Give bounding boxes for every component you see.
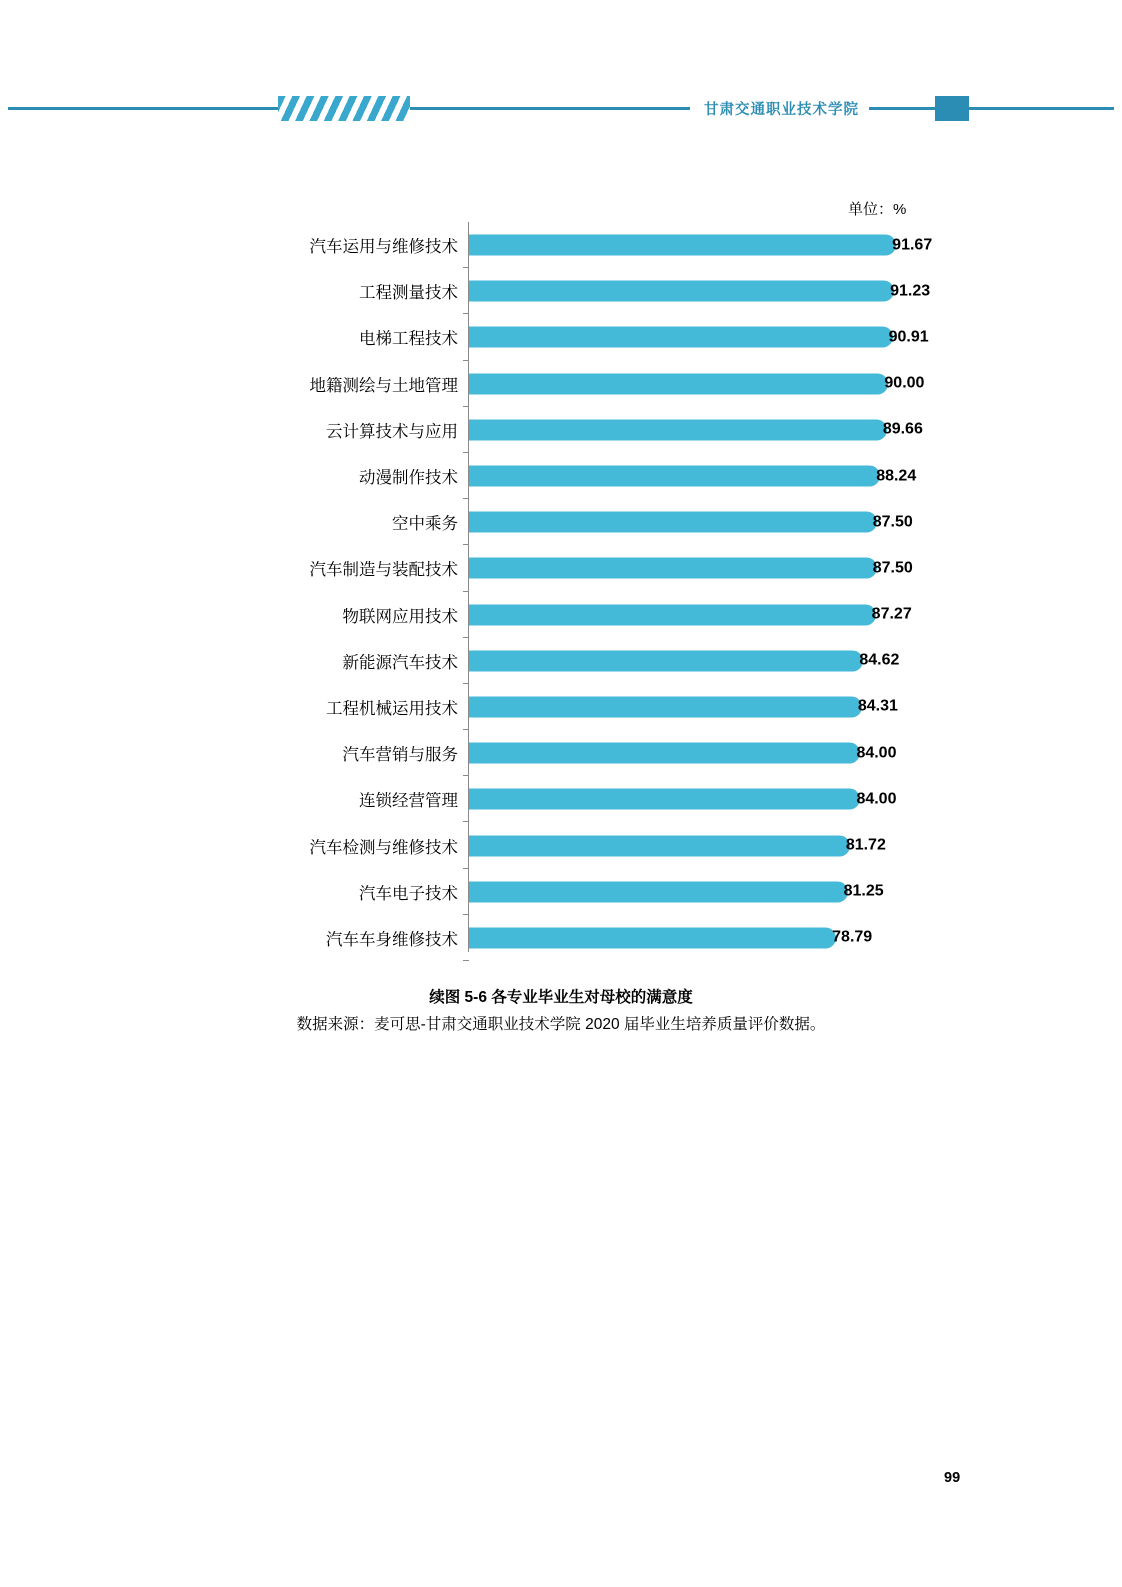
header-title-container (690, 96, 869, 121)
chart-row (150, 730, 970, 776)
chart-row (150, 684, 970, 730)
bar-group (469, 419, 923, 440)
bar-group (469, 373, 924, 394)
category-label: 云计算技术与应用 (326, 422, 458, 441)
chart-row (150, 592, 970, 638)
bar (469, 835, 850, 856)
bar (469, 281, 894, 302)
bar-group (469, 512, 913, 533)
bar (469, 789, 860, 810)
bar-group (469, 558, 913, 579)
bar-value-label: 84.31 (857, 697, 898, 715)
chart-row (150, 869, 970, 915)
bar (469, 696, 862, 717)
chart-row (150, 915, 970, 961)
bar-group (469, 881, 884, 902)
category-label: 汽车制造与装配技术 (309, 561, 458, 580)
chart-row (150, 776, 970, 822)
category-label: 电梯工程技术 (359, 330, 458, 349)
category-label: 汽车检测与维修技术 (309, 838, 458, 857)
bar (469, 604, 876, 625)
category-label: 汽车运用与维修技术 (309, 238, 458, 257)
unit-label: 单位：% (848, 201, 907, 218)
bar (469, 927, 836, 948)
chart-row (150, 407, 970, 453)
bar (469, 558, 877, 579)
bar-value-label: 89.66 (882, 420, 923, 438)
bar-value-label: 81.25 (843, 882, 884, 900)
bar-value-label: 84.00 (856, 744, 897, 762)
bar-group (469, 281, 930, 302)
category-label: 物联网应用技术 (342, 607, 458, 626)
bar-group (469, 835, 886, 856)
bar-value-label: 90.91 (888, 328, 929, 346)
bar-group (469, 696, 898, 717)
page-header (0, 96, 1122, 122)
category-label: 工程测量技术 (359, 284, 458, 303)
bar-value-label: 81.72 (845, 836, 886, 854)
bar-value-label: 87.50 (872, 513, 913, 531)
bar (469, 235, 896, 256)
figure-caption: 续图 5-6 各专业毕业生对母校的满意度 (429, 989, 693, 1006)
bar-group (469, 650, 899, 671)
bar-value-label: 88.24 (876, 467, 917, 485)
category-label: 工程机械运用技术 (326, 699, 458, 718)
bar (469, 512, 877, 533)
header-block-decoration (935, 96, 969, 121)
chart-rows (150, 222, 970, 961)
bar (469, 650, 863, 671)
bar (469, 881, 848, 902)
chart-row (150, 499, 970, 545)
bar-value-label: 90.00 (884, 374, 925, 392)
chart-row (150, 638, 970, 684)
bar-value-label: 78.79 (832, 928, 873, 946)
bar-group (469, 235, 932, 256)
bar (469, 466, 880, 487)
category-label: 地籍测绘与土地管理 (309, 376, 458, 395)
bar-value-label: 84.00 (856, 790, 897, 808)
bar-group (469, 466, 916, 487)
axis-tick (463, 960, 469, 961)
bar-group (469, 327, 929, 348)
category-label: 汽车车身维修技术 (326, 930, 458, 949)
bar-value-label: 87.27 (871, 605, 912, 623)
institution-name: 甘肃交通职业技术学院 (704, 102, 859, 118)
chart-row (150, 545, 970, 591)
category-label: 汽车电子技术 (359, 884, 458, 903)
chart-row (150, 268, 970, 314)
chart-row (150, 822, 970, 868)
bar-value-label: 87.50 (872, 559, 913, 577)
bar (469, 743, 860, 764)
bar (469, 419, 887, 440)
bar-group (469, 743, 896, 764)
chart-row (150, 314, 970, 360)
header-hatch-decoration (278, 96, 410, 121)
bar-group (469, 927, 872, 948)
category-label: 汽车营销与服务 (342, 746, 458, 765)
bar-value-label: 84.62 (859, 651, 900, 669)
bar (469, 327, 893, 348)
chart-row (150, 361, 970, 407)
category-label: 连锁经营管理 (359, 792, 458, 811)
page-number: 99 (944, 1470, 961, 1486)
bar-group (469, 604, 912, 625)
category-label: 动漫制作技术 (359, 469, 458, 488)
bar-group (469, 789, 896, 810)
bar (469, 373, 888, 394)
bar-chart (150, 222, 970, 952)
bar-value-label: 91.67 (892, 236, 933, 254)
category-label: 新能源汽车技术 (342, 653, 458, 672)
category-label: 空中乘务 (392, 515, 458, 534)
bar-value-label: 91.23 (890, 282, 931, 300)
data-source-note: 数据来源：麦可思-甘肃交通职业技术学院 2020 届毕业生培养质量评价数据。 (296, 1016, 826, 1033)
chart-row (150, 222, 970, 268)
chart-row (150, 453, 970, 499)
